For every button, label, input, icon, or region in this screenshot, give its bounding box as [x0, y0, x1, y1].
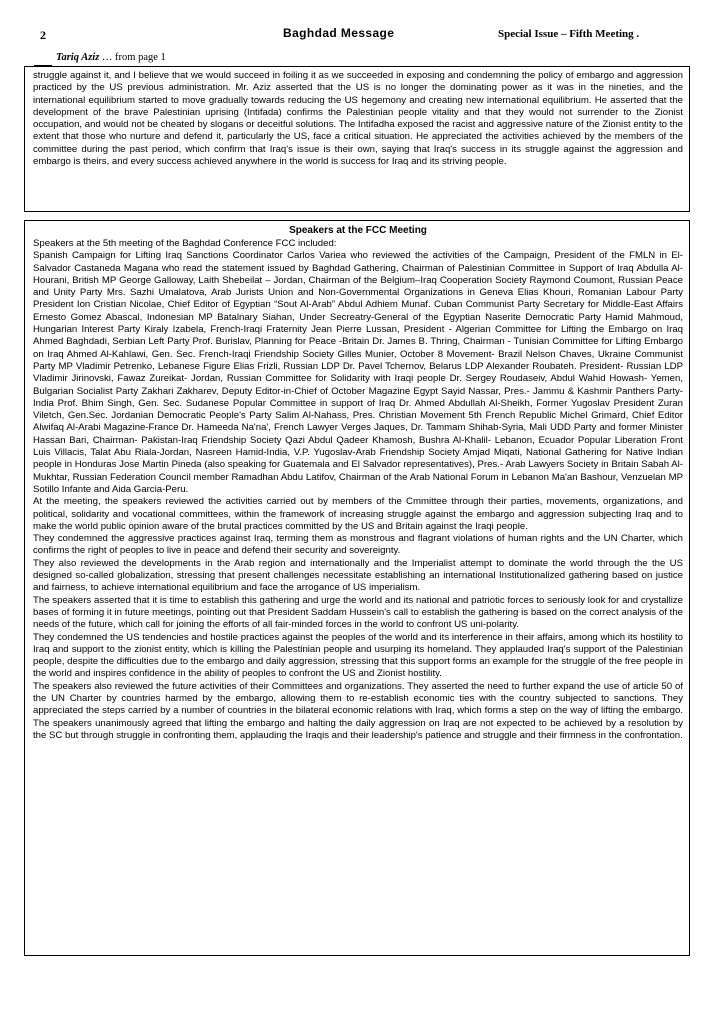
continuation-author: Tariq Aziz [56, 52, 100, 63]
paragraph-tendencies: They condemned the US tendencies and hostile practices against the peoples of the world and its interference in their affairs, among which its hostility to Iraq and support to the zionist entity, which is killing the Palestinian people and usurping its homeland. They applauded Iraq's support of the Palestinian people, despite the difficulties due to the embargo and daily aggression, stressing that this support forms an example for the struggle of the free people in the world and inspires confidence in the ability of peoples to confront the US and Zionist hostility. [33, 631, 683, 680]
issue-label: Special Issue – Fifth Meeting . [498, 28, 640, 40]
section-title: Speakers at the FCC Meeting [289, 225, 427, 236]
paragraph-condemned: They condemned the aggressive practices against Iraq, terming them as monstrous and flagrant violations of human rights and the UN Charter, which confirms the right of peoples to live in peace and defend their security and sovereignty. [33, 533, 683, 557]
page-header [0, 26, 713, 44]
article-continuation-box [24, 66, 690, 212]
page-number: 2 [40, 28, 46, 42]
fcc-meeting-box [24, 220, 690, 956]
paragraph-future: The speakers also reviewed the future activities of their Committees and organizations. They asserted the need to further expand the use of article 50 of the UN Charter by countries harmed by the embargo, allowing them to re-establish economic ties with the country subjected to sanctions. They appreciated the steps carried by a number of countries in the bilateral economic relations with Iraq, which forms a step on the way of lifting the embargo. The speakers unanimously agreed that lifting the embargo and halting the daily aggression on Iraq are not expected to be achieved by a resolution by the SC but through struggle in confronting them, applauding the Iraqis and their leadership's patience and struggle and their firmness in the confrontation. [33, 680, 683, 741]
paragraph-gathering: The speakers asserted that it is time to establish this gathering and urge the world and its national and patriotic forces to seriously look for and crystallize bases of forming it in future meetings, pointing out that President Saddam Hussein's call to establish the gathering is based on the correct analysis of the needs of the future, which call for joining the efforts of all fair-minded forces in the world to confront US uni-polarity. [33, 594, 683, 631]
continuation-from: … from page 1 [101, 52, 166, 63]
paragraph-activities: At the meeting, the speakers reviewed the activities carried out by members of the Cmmittee through their parties, movements, organizations, and political, solidarity and vocational committees, within the framework of increasing struggle against the embargo and aggression subjecting Iraq and to make the world public opinion aware of the brutal practices committed by the US and Britain against the Iraqi people. [33, 496, 683, 532]
continuation-note [56, 52, 166, 63]
continuation-text: struggle against it, and I believe that we would succeed in foiling it as we succeeded in exposing and condemning the policy of embargo and aggression practiced by the US previous administration. Mr. Aziz asserted that the US is no longer the dominating power as it was in the nineties, and the international equilibrium started to move gradually towards reducing the US hegemony and creating new international equilibrium. He asserted that the development of the brave Palestinian uprising (Intifada) confirms the Palestinian people vitality and that they would not surrender to the Zionist occupation, and would not be cheated by slogans or deceitful solutions. The Intifadha exposed the racist and aggressive nature of the Zionist entity to the extent that those who nurture and defend it, particularly the US, face a critical situation. He appreciated the activities achieved by the members of the committee during the past period, which confirm that Iraq's issue is their own, saying that Iraq's success in its struggle against the aggression and embargo is theirs, and every success achieved anywhere in the world is success for Iraq and its striving people. [33, 70, 683, 168]
publication-title: Baghdad Message [283, 26, 395, 40]
speakers-intro: Speakers at the 5th meeting of the Baghdad Conference FCC included: [33, 238, 337, 249]
speakers-list: Spanish Campaign for Lifting Iraq Sanctions Coordinator Carlos Variea who reviewed the activities of the Campaign, President of the FMLN in El-Salvador Castaneda Magana who read the statement issued by Baghdad Gathering, Chairman of Palestinian Committee in Support of Iraq Abdulla Al-Hourani, British MP George Galloway, Laith Shebeilat – Jordan, Chairman of the Belgium–Iraq Cooperation Society Raymond Coumont, Russian Peace and Unity Party Mrs. Sazhi Umalatova, Arab Jurists Union and Non-Governmental Organizations in Geneva Elias Khouri, Romanian Labour Party President Ion Cristian Nicolae, Chief Editor of Egyptian “Sout Al-Arab” Abdul Adhiem Munaf. Cuban Communist Party Secretary for Middle-East Affairs Ernesto Gomez Abascal, Indonesian MP Batalnary Siahan, Under Secreatry-General of the Egyptian Naserite Democratic Party Hamid Mahmoud, Hungarian Interest Party Kiraly Izabela, French-Iraqi Fraternity Jean Pierre Lussan, President - Algerian Committee for Lifting the Embargo on Iraq Ahmed Baghdadi, Serbian Left Party Prof. Burislav, Planning for Peace -Britain Dr. James B. Thring, Chairman - Tunisian Committee for Lifting Embargo on Iraq Ahmed Al-Kahlawi, Gen. Sec. French-Iraqi Friendship Society Gilles Munier, October 8 Movement- Brazil Nelson Chaves, Ukraine Communist Party MP Vladimir Petrenko, Lebanese Figure Elias Frizli, Russian LDP Dr. Pavel Tchernov, Belarus LDP Alexander Roubateh. President- Russian LDP Vladimir Jirinovski, Fawaz Zureikat- Jordan, Russian Committee for Solidarity with Iraqi people Dr. Sergey Roudaseiv, Abdul Wahid Howash- Yemen, Bulgarian Socialist Party Zakhari Zakharev, Deputy Editor-in-Chief of October Magazine Egypt Sayid Nassar, Pres.- Jammu & Kashmir Panthers Party- India Prof. Bhim Singh, Gen. Sec. Sudanese Popular Committee in support of Iraq Dr. Ahmed Abdullah Al-Sheikh, Former Yugoslav President Zuran Viletch, Gen.Sec. Jordanian Democratic People's Party Salim Al-Nahass, Pres. Christian Movement 5th French Republic Michel Grimard, Chief Editor Alwifaq Al-Arabi Magazine-France Dr. Hameeda Na'na', French Lawyer Verges Jaques, Dr. Tammam Shihab-Syria, Mali UDD Party and former Minister Hassan Bari, Chairman- Pakistan-Iraq Friendship Society Qazi Abdul Qadeer Khamosh, Bushra Al-Khalil- Lebanon, Ecuador Popular Liberation Front Luis Villacis, Talat Abu Riala-Jordan, Nasreen Hamid-India, V.P. Yugoslav-Arab Friendship Society Amjad Miqati, National Gathering for Native Indian people in Honduras Jose Martin Pineda (also speaking for Guatemala and El Salvador representatives), Pres.- Arab Lawyers Society in Britain Sabah Al-Mukhtar, Russian Federation Council member Ramadhan Abdu Latifov, Chairman of the Arab National Forum in Lebanon Ma'an Bashour, Venzuelan MP Sotillo Infante and Aida Garcia-Peru. [33, 250, 683, 495]
paragraph-reviewed: They also reviewed the developments in the Arab region and internationally and the Imperialist attempt to dominate the world through the the US designed so-called globalization, stressing that present challenges necessitate establishing an international Institutionalized gathering based on justice and fairness, to achieve international equilibrium and face the arrogance of US imperialism. [33, 557, 683, 594]
